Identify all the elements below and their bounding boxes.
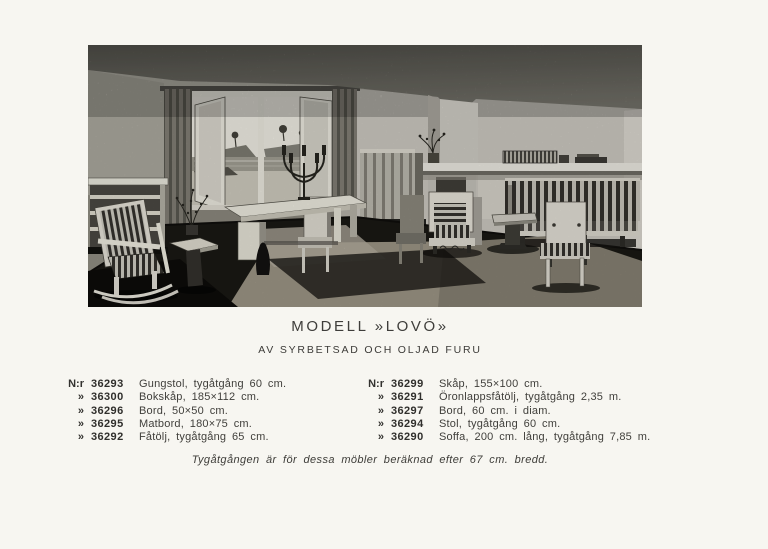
row-prefix: »	[377, 431, 384, 444]
catalog-column-left	[64, 378, 364, 444]
row-description: Öronlappsfåtölj, tygåtgång 2,35 m.	[439, 391, 622, 404]
row-prefix: N:r	[368, 378, 384, 390]
row-description: Soffa, 200 cm. lång, tygåtgång 7,85 m.	[439, 431, 651, 444]
page-subtitle: AV SYRBETSAD OCH OLJAD FURU	[258, 344, 482, 356]
row-number: 36295	[91, 417, 124, 430]
row-number: 36296	[91, 404, 124, 417]
footnote: Tygåtgången är för dessa möbler beräknad efter 67 cm. bredd.	[191, 454, 549, 466]
row-description: Stol, tygåtgång 60 cm.	[439, 417, 561, 430]
catalog-row	[64, 378, 364, 391]
page-title: MODELL »LOVÖ»	[291, 318, 449, 335]
catalog-column-right	[364, 378, 674, 444]
row-description: Bokskåp, 185×112 cm.	[139, 391, 260, 404]
catalog-row	[64, 405, 364, 418]
row-number: 36291	[391, 391, 424, 404]
row-number: 36297	[391, 404, 424, 417]
catalog-row	[364, 431, 674, 444]
row-description: Skåp, 155×100 cm.	[439, 378, 543, 390]
catalog-row	[64, 391, 364, 404]
row-prefix: »	[77, 417, 84, 430]
row-number: 36293	[91, 378, 124, 390]
catalog-list	[64, 378, 674, 444]
row-number: 36292	[91, 431, 124, 444]
row-prefix: »	[377, 417, 384, 430]
row-description: Fåtölj, tygåtgång 65 cm.	[139, 431, 269, 444]
halftone-grain	[88, 45, 642, 307]
row-prefix: »	[377, 404, 384, 417]
catalog-row	[364, 418, 674, 431]
catalog-row	[364, 378, 674, 391]
row-prefix: »	[77, 431, 84, 444]
room-illustration	[88, 45, 642, 307]
row-prefix: »	[77, 404, 84, 417]
catalog-row	[64, 431, 364, 444]
row-number: 36294	[391, 417, 424, 430]
row-description: Bord, 50×50 cm.	[139, 404, 229, 417]
row-prefix: »	[377, 391, 384, 404]
catalog-row	[364, 391, 674, 404]
row-number: 36300	[91, 391, 124, 404]
row-description: Bord, 60 cm. i diam.	[439, 404, 551, 417]
catalog-row	[364, 405, 674, 418]
catalog-row	[64, 418, 364, 431]
row-prefix: N:r	[68, 378, 84, 390]
row-prefix: »	[77, 391, 84, 404]
row-number: 36290	[391, 431, 424, 444]
row-description: Gungstol, tygåtgång 60 cm.	[139, 378, 287, 390]
row-number: 36299	[391, 378, 424, 390]
row-description: Matbord, 180×75 cm.	[139, 417, 253, 430]
